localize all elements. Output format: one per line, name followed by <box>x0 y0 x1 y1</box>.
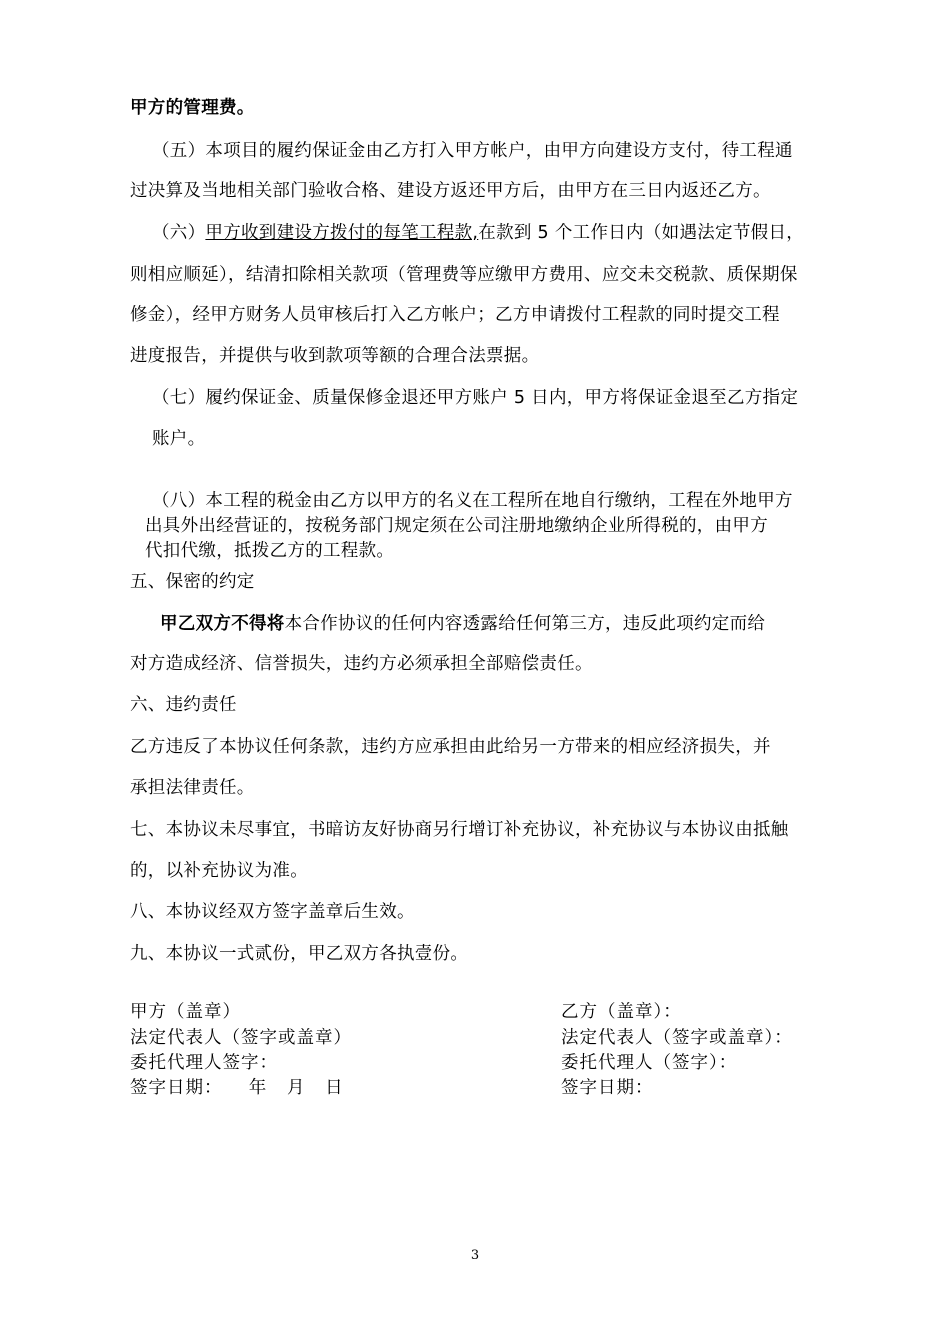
body-line <box>152 386 798 410</box>
party-b-legal-representative: 法定代表人（签字或盖章）： <box>561 1028 793 1048</box>
text-segment: （五）本项目的履约保证金由乙方打入甲方帐户，由甲方向建设方支付，待工程通 <box>152 141 793 161</box>
body-line <box>152 139 793 163</box>
party-a-legal-representative: 法定代表人（签字或盖章） <box>130 1028 352 1048</box>
text-segment: 的，以补充协议为准。 <box>130 861 308 881</box>
party-b-date: 签字日期： <box>561 1078 654 1098</box>
body-line <box>130 942 468 966</box>
text-segment: 五、保密的约定 <box>130 572 255 592</box>
text-segment: 过决算及当地相关部门验收合格、建设方返还甲方后，由甲方在三日内返还乙方。 <box>130 181 771 201</box>
body-line <box>145 539 394 563</box>
text-segment: （七）履约保证金、质量保修金退还甲方账户 5 日内，甲方将保证金退至乙方指定 <box>152 388 799 408</box>
body-line <box>130 693 237 717</box>
body-line <box>130 818 789 842</box>
text-segment: 代扣代缴，抵拨乙方的工程款。 <box>145 541 395 561</box>
body-line <box>130 900 415 924</box>
body-line <box>130 776 255 800</box>
text-segment: 甲乙双方不得将 <box>160 614 285 634</box>
text-segment: 进度报告，并提供与收到款项等额的合理合法票据。 <box>130 346 540 366</box>
party-a-seal: 甲方（盖章） <box>130 1002 241 1022</box>
text-segment: 七、本协议未尽事宜，书暗访友好协商另行增订补充协议，补充协议与本协议由抵触 <box>130 820 789 840</box>
text-segment: 修金），经甲方财务人员审核后打入乙方帐户；乙方申请拨付工程款的同时提交工程 <box>130 305 780 325</box>
body-line <box>130 303 780 327</box>
body-line <box>130 179 771 203</box>
page-number: 3 <box>470 1248 480 1263</box>
body-line <box>130 652 593 676</box>
text-segment: 本合作协议的任何内容透露给任何第三方，违反此项约定而给 <box>284 614 766 634</box>
text-segment: 承担法律责任。 <box>130 778 255 798</box>
party-b-seal: 乙方（盖章）： <box>561 1002 682 1022</box>
text-segment: 八、本协议经双方签字盖章后生效。 <box>130 902 415 922</box>
text-segment: 则相应顺延），结清扣除相关款项（管理费等应缴甲方费用、应交未交税款、质保期保 <box>130 265 798 285</box>
text-segment: （六） <box>152 223 206 243</box>
text-segment: （八）本工程的税金由乙方以甲方的名义在工程所在地自行缴纳，工程在外地甲方 <box>152 491 793 511</box>
text-segment: 出具外出经营证的，按税务部门规定须在公司注册地缴纳企业所得税的，由甲方 <box>145 516 768 536</box>
text-segment: 九、本协议一式贰份，甲乙双方各执壹份。 <box>130 944 469 964</box>
body-line <box>160 612 765 636</box>
text-segment: 六、违约责任 <box>130 695 237 715</box>
text-segment: 在款到 5 个工作日内（如遇法定节假日， <box>478 223 805 243</box>
party-b-agent: 委托代理人（签字）： <box>561 1053 738 1073</box>
body-line <box>145 514 768 538</box>
text-segment: 账户。 <box>152 429 206 449</box>
text-segment: 甲方收到建设方拨付的每笔工程款, <box>205 223 479 243</box>
party-a-agent: 委托代理人签字： <box>130 1053 278 1073</box>
text-segment: 乙方违反了本协议任何条款，违约方应承担由此给另一方带来的相应经济损失，并 <box>130 737 771 757</box>
body-line <box>130 859 308 883</box>
body-line <box>152 489 793 513</box>
body-line <box>130 570 255 594</box>
body-line <box>130 263 798 287</box>
body-line <box>130 344 539 368</box>
body-line <box>130 735 771 759</box>
text-segment: 对方造成经济、信誉损失，违约方必须承担全部赔偿责任。 <box>130 654 593 674</box>
body-line <box>130 96 255 120</box>
body-line <box>152 427 205 451</box>
party-a-date: 签字日期： 年 月 日 <box>130 1078 344 1098</box>
body-line <box>152 221 804 245</box>
text-segment: 甲方的管理费。 <box>130 98 255 118</box>
